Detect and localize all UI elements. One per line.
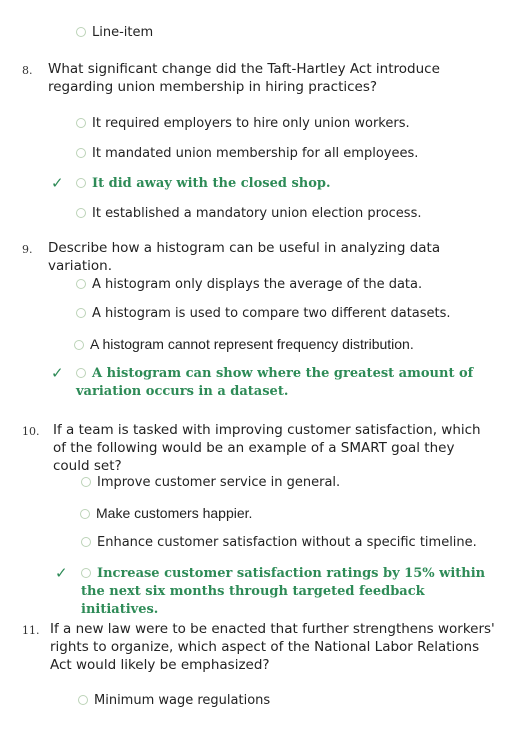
question-text: If a team is tasked with improving customer satisfaction, which of the following would be an example of a SMART goal they could set? xyxy=(53,422,481,474)
answer-option[interactable]: Minimum wage regulations xyxy=(78,692,270,710)
answer-option-correct[interactable]: A histogram can show where the greatest amount of variation occurs in a dataset. xyxy=(76,366,474,399)
answer-option[interactable]: A histogram is used to compare two different datasets. xyxy=(76,305,451,323)
answer-option[interactable]: It required employers to hire only union workers. xyxy=(76,115,410,133)
question-text: If a new law were to be enacted that further strengthens workers' rights to organize, which aspect of the National Labor Relations Act would likely be emphasized? xyxy=(50,621,495,673)
answer-option-correct[interactable]: It did away with the closed shop. xyxy=(76,175,331,193)
answer-option[interactable]: Make customers happier. xyxy=(80,504,252,522)
answer-option-correct[interactable]: Increase customer satisfaction ratings by 15% within the next six months through targeted feedback initiatives. xyxy=(81,566,486,617)
radio-circle-icon[interactable] xyxy=(80,509,90,519)
radio-circle-icon[interactable] xyxy=(76,118,86,128)
question-number: 10. xyxy=(22,425,40,438)
check-icon: ✓ xyxy=(51,364,64,382)
question-number: 9. xyxy=(22,243,33,256)
answer-option[interactable]: It established a mandatory union election process. xyxy=(76,205,421,223)
answer-option[interactable]: Improve customer service in general. xyxy=(81,474,340,492)
question-text: Describe how a histogram can be useful in analyzing data variation. xyxy=(48,240,441,274)
radio-circle-icon[interactable] xyxy=(76,27,86,37)
radio-circle-icon[interactable] xyxy=(81,477,91,487)
radio-circle-icon[interactable] xyxy=(76,208,86,218)
answer-option[interactable]: A histogram cannot represent frequency distribution. xyxy=(74,335,414,353)
radio-circle-icon[interactable] xyxy=(81,568,91,578)
radio-circle-icon[interactable] xyxy=(76,308,86,318)
answer-option[interactable]: It mandated union membership for all employees. xyxy=(76,145,418,163)
radio-circle-icon[interactable] xyxy=(76,148,86,158)
question-number: 8. xyxy=(22,64,33,77)
radio-circle-icon[interactable] xyxy=(76,178,86,188)
radio-circle-icon[interactable] xyxy=(78,695,88,705)
question-number: 11. xyxy=(22,624,40,637)
check-icon: ✓ xyxy=(51,174,64,192)
radio-circle-icon[interactable] xyxy=(81,537,91,547)
answer-option[interactable]: A histogram only displays the average of the data. xyxy=(76,276,422,294)
radio-circle-icon[interactable] xyxy=(76,368,86,378)
check-icon: ✓ xyxy=(55,564,68,582)
radio-circle-icon[interactable] xyxy=(74,340,84,350)
question-text: What significant change did the Taft-Hartley Act introduce regarding union membership in hiring practices? xyxy=(48,61,440,95)
answer-option[interactable]: Enhance customer satisfaction without a specific timeline. xyxy=(81,534,477,552)
radio-circle-icon[interactable] xyxy=(76,279,86,289)
answer-option[interactable]: Line-item xyxy=(76,24,153,42)
